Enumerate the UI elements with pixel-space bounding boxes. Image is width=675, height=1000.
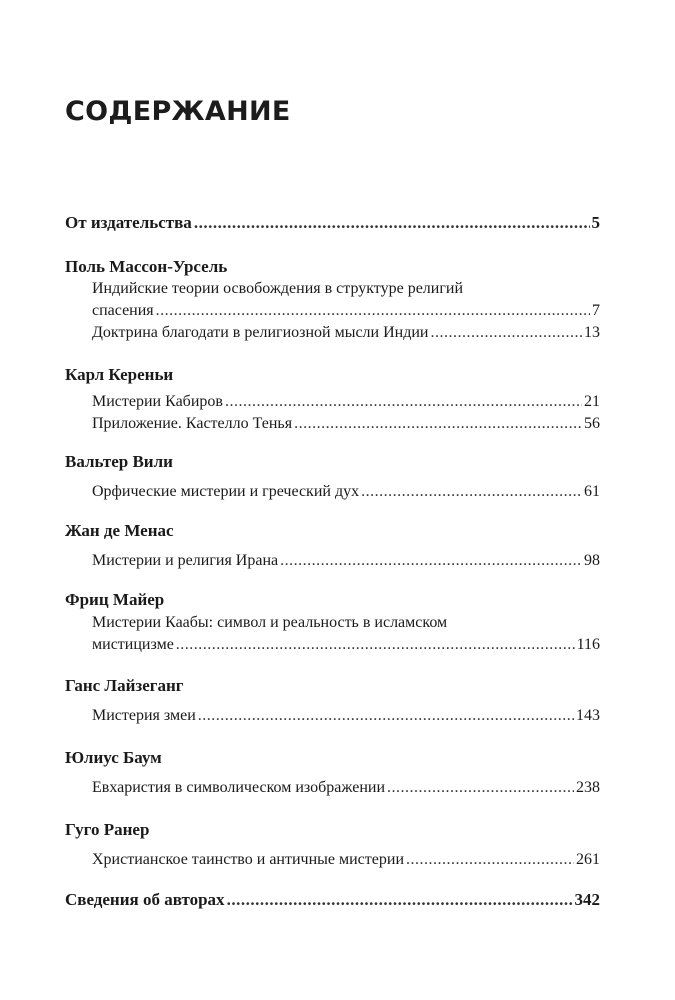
toc-entry-title-line1[interactable]: Мистерии Каабы: символ и реальность в исламском bbox=[92, 614, 448, 631]
toc-entry-title: От издательства bbox=[65, 213, 192, 232]
author-name: Жан де Менас bbox=[65, 521, 174, 540]
toc-entry[interactable] bbox=[65, 634, 600, 656]
author-name: Фриц Майер bbox=[65, 590, 165, 609]
toc-entry[interactable] bbox=[65, 550, 600, 572]
toc-entry-title: Христианское таинство и античные мистерии bbox=[92, 851, 404, 868]
dot-leader bbox=[227, 889, 573, 911]
toc-entry-publisher[interactable] bbox=[65, 212, 600, 234]
dot-leader bbox=[361, 481, 582, 503]
dot-leader bbox=[176, 634, 575, 656]
toc-entry[interactable] bbox=[65, 849, 600, 871]
toc-entry-page: 13 bbox=[584, 324, 600, 341]
dot-leader bbox=[294, 413, 582, 435]
toc-entry-page: 98 bbox=[584, 552, 600, 569]
dot-leader bbox=[194, 212, 590, 234]
toc-entry[interactable] bbox=[65, 322, 600, 344]
toc-entry-page: 5 bbox=[591, 213, 600, 232]
toc-author-section bbox=[65, 256, 600, 344]
toc-author-section bbox=[65, 364, 600, 435]
toc-entry-about-authors[interactable] bbox=[65, 889, 600, 911]
author-name: Вальтер Вили bbox=[65, 452, 173, 471]
toc-entry[interactable] bbox=[65, 300, 600, 322]
toc-entry-page: 56 bbox=[584, 415, 600, 432]
toc-entry-page: 143 bbox=[576, 707, 600, 724]
toc-entry-title-line1[interactable]: Индийские теории освобождения в структуре религий bbox=[92, 280, 464, 297]
toc-entry-title: Доктрина благодати в религиозной мысли Индии bbox=[92, 324, 429, 341]
toc-entry-page: 342 bbox=[574, 890, 600, 909]
toc-entry-page: 7 bbox=[592, 302, 600, 319]
toc-entry-title: Приложение. Кастелло Тенья bbox=[92, 415, 293, 432]
toc-entry-page: 21 bbox=[584, 393, 600, 410]
table-of-contents bbox=[65, 212, 600, 911]
dot-leader bbox=[387, 777, 574, 799]
dot-leader bbox=[225, 391, 582, 413]
toc-entry[interactable] bbox=[65, 705, 600, 727]
toc-entry-title: Орфические мистерии и греческий дух bbox=[92, 483, 360, 500]
author-name: Карл Кереньи bbox=[65, 365, 174, 384]
toc-entry[interactable] bbox=[65, 777, 600, 799]
toc-entry-title: спасения bbox=[92, 302, 154, 319]
toc-entry-title: Мистерия змеи bbox=[92, 707, 196, 724]
toc-author-section bbox=[65, 675, 600, 727]
dot-leader bbox=[406, 849, 574, 871]
toc-author-section bbox=[65, 819, 600, 871]
author-name: Гуго Ранер bbox=[65, 820, 150, 839]
toc-entry[interactable] bbox=[65, 391, 600, 413]
toc-entry-page: 261 bbox=[576, 851, 600, 868]
dot-leader bbox=[430, 322, 582, 344]
toc-entry-title: Сведения об авторах bbox=[65, 890, 225, 909]
toc-author-section bbox=[65, 520, 600, 572]
dot-leader bbox=[280, 550, 582, 572]
toc-entry-title: Мистерии и религия Ирана bbox=[92, 552, 279, 569]
toc-entry-title: Мистерии Кабиров bbox=[92, 393, 223, 410]
toc-author-section bbox=[65, 451, 600, 503]
toc-entry-title: Евхаристия в символическом изображении bbox=[92, 779, 386, 796]
dot-leader bbox=[198, 705, 574, 727]
page-title: СОДЕРЖАНИЕ bbox=[65, 96, 291, 127]
toc-entry[interactable] bbox=[65, 481, 600, 503]
toc-author-section bbox=[65, 589, 600, 656]
author-name: Поль Массон-Урсель bbox=[65, 257, 228, 276]
toc-entry-page: 116 bbox=[576, 636, 600, 653]
toc-author-section bbox=[65, 747, 600, 799]
toc-entry-page: 238 bbox=[576, 779, 600, 796]
author-name: Юлиус Баум bbox=[65, 748, 162, 767]
dot-leader bbox=[156, 300, 590, 322]
toc-entry-page: 61 bbox=[584, 483, 600, 500]
toc-entry[interactable] bbox=[65, 413, 600, 435]
toc-entry-title: мистицизме bbox=[92, 636, 174, 653]
author-name: Ганс Лайзеганг bbox=[65, 676, 184, 695]
